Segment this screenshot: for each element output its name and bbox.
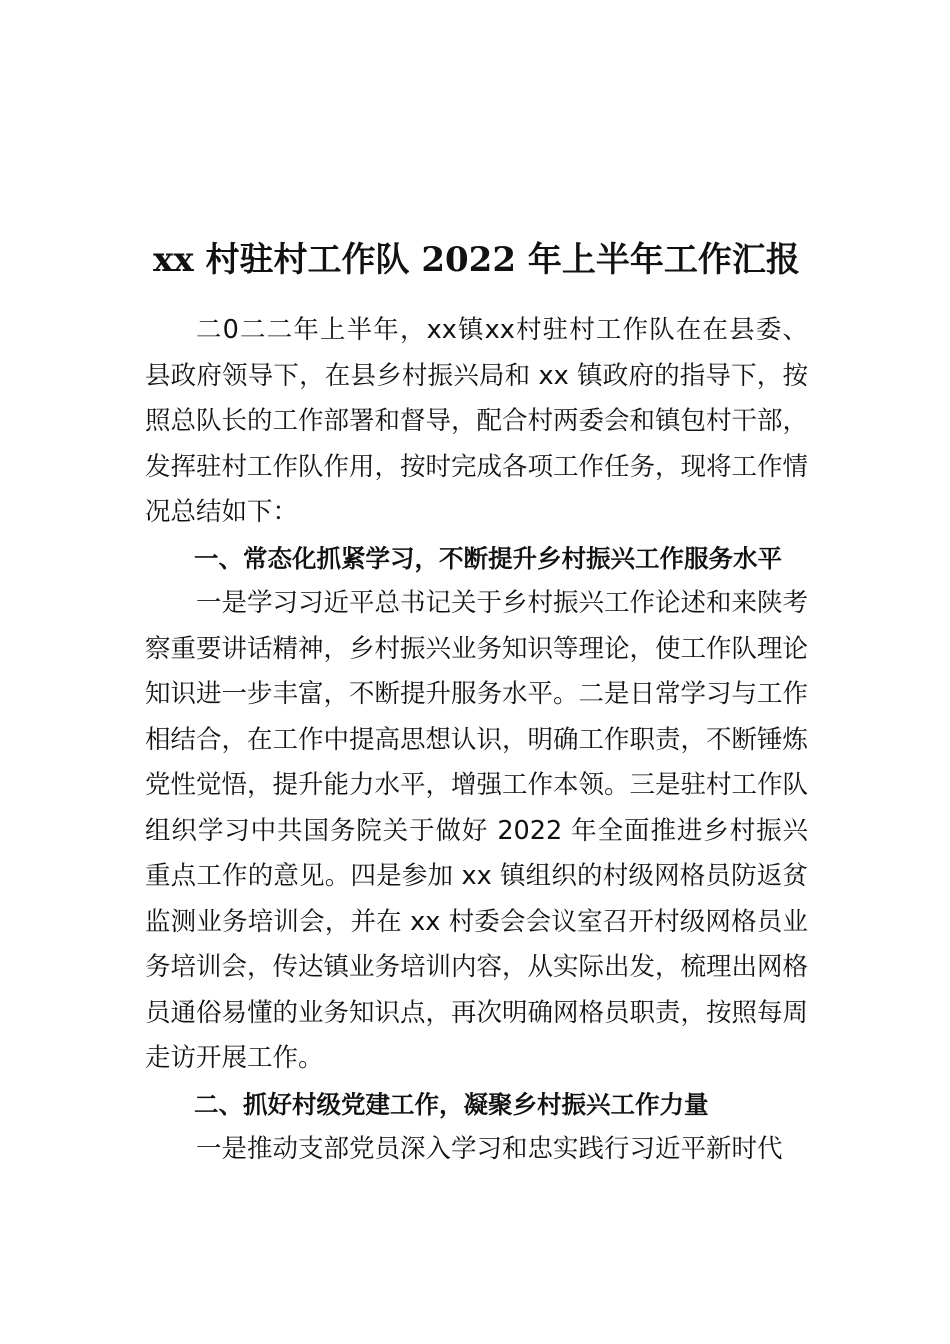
intro-paragraph: 二0二二年上半年，xx镇xx村驻村工作队在在县委、县政府领导下，在县乡村振兴局和 xx 镇政府的指导下，按照总队长的工作部署和督导，配合村两委会和镇包村干部，发挥驻村工作队作用，按时完成各项工作任务，现将工作情况总结如下： bbox=[145, 315, 809, 527]
section-2-body: 一是推动支部党员深入学习和忠实践行习近平新时代 bbox=[196, 1134, 783, 1164]
document-body bbox=[145, 230, 808, 1173]
section-1-body: 一是学习习近平总书记关于乡村振兴工作论述和来陕考察重要讲话精神，乡村振兴业务知识等理论，使工作队理论知识进一步丰富，不断提升服务水平。二是日常学习与工作相结合，在工作中提高思想认识，明确工作职责，不断锤炼党性觉悟，提升能力水平，增强工作本领。三是驻村工作队组织学习中共国务院关于做好 2022 年全面推进乡村振兴重点工作的意见。四是参加 xx 镇组织的村级网格员防返贫监测业务培训会，并在 xx 村委会会议室召开村级网格员业务培训会，传达镇业务培训内容，从实际出发，梳理出网格员通俗易懂的业务知识点，再次明确网格员职责，按照每周走访开展工作。 bbox=[145, 588, 809, 1073]
document-title: xx 村驻村工作队 2022 年上半年工作汇报 bbox=[153, 240, 800, 280]
section-1-heading: 一、常态化抓紧学习，不断提升乡村振兴工作服务水平 bbox=[194, 543, 782, 573]
section-2-heading: 二、抓好村级党建工作，凝聚乡村振兴工作力量 bbox=[194, 1089, 709, 1119]
